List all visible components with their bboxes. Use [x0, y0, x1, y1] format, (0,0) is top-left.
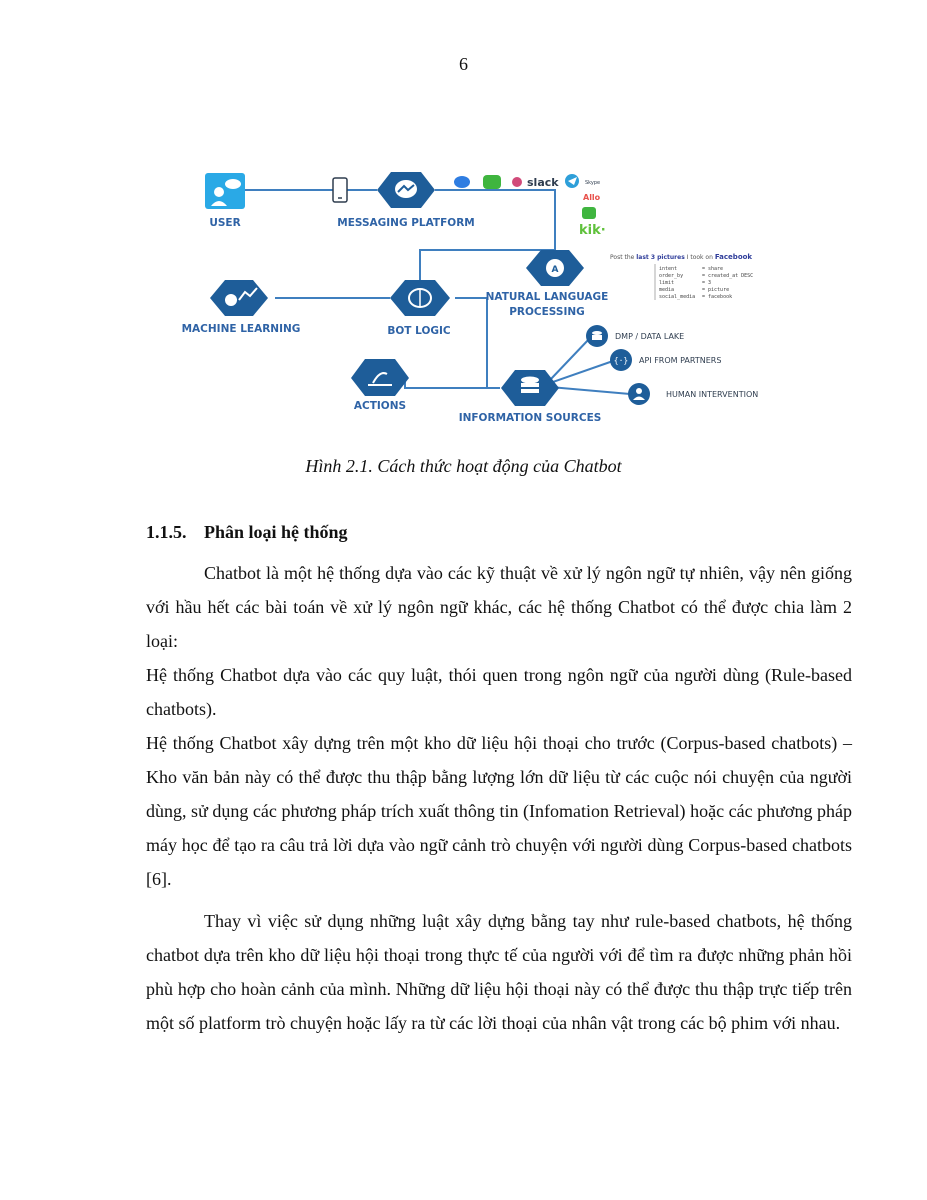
line-logo-icon [582, 207, 596, 219]
nlp-query-params [659, 266, 753, 300]
connector-botlogic-info [455, 298, 500, 388]
human-head-glyph [636, 388, 642, 394]
skype-wordmark: Skype [585, 180, 601, 186]
messenger-logo-icon [454, 176, 470, 188]
connector-info-dmp [550, 338, 590, 380]
bot-logic-label: BOT LOGIC [387, 325, 451, 337]
param-key: intent [659, 266, 678, 272]
platform-logos [454, 174, 606, 238]
dmp-database-glyph [592, 335, 602, 340]
body-text [146, 556, 852, 1040]
connector-info-api [550, 361, 613, 383]
user-box [205, 173, 245, 209]
actions-label: ACTIONS [353, 400, 407, 412]
section-number: 1.1.5. [146, 522, 187, 542]
machine-learning-label: MACHINE LEARNING [181, 323, 301, 335]
slack-wordmark: slack [527, 176, 559, 189]
nlp-label-line1: NATURAL LANGUAGE [485, 291, 609, 303]
source-api [610, 349, 721, 371]
param-key: social_media [659, 294, 696, 300]
language-icon-glyph: A [551, 265, 559, 275]
machine-learning-node [182, 280, 301, 335]
database-icon [521, 377, 539, 384]
param-value: = picture [702, 287, 730, 293]
connector-info-human [550, 387, 630, 394]
api-label: API FROM PARTNERS [639, 356, 722, 365]
wechat-logo-icon [483, 175, 501, 189]
information-sources-label: INFORMATION SOURCES [458, 412, 602, 424]
dmp-database-glyph [592, 331, 602, 335]
user-icon [214, 187, 224, 197]
param-key: limit [659, 280, 675, 286]
nlp-node [486, 250, 609, 318]
paragraph: Hệ thống Chatbot dựa vào các quy luật, thói quen trong ngôn ngữ của người dùng (Rule-based chatbots). [146, 665, 852, 719]
api-braces-glyph: {·} [613, 356, 629, 365]
slack-logo-icon [512, 177, 522, 187]
user-node [205, 173, 245, 229]
nlp-query-sentence: Post the last 3 pictures I took on Facebook [610, 253, 753, 261]
database-icon-layer [521, 383, 539, 387]
messaging-platform-label: MESSAGING PLATFORM [337, 217, 475, 229]
bot-logic-node [387, 280, 451, 337]
section-heading [146, 522, 348, 543]
param-value: = 3 [702, 280, 712, 286]
phone-icon [333, 178, 347, 202]
figure-caption: Hình 2.1. Cách thức hoạt động của Chatbot [305, 456, 622, 476]
human-intervention-label: HUMAN INTERVENTION [666, 390, 759, 399]
brain-gear-icon [225, 294, 237, 306]
paragraph: Chatbot là một hệ thống dựa vào các kỹ thuật về xử lý ngôn ngữ tự nhiên, vậy nên giống với hầu hết các bài toán về xử lý ngôn ngữ khác, các hệ thống Chatbot có thể được chia làm 2 loại: [146, 563, 852, 651]
param-key: order_by [659, 273, 684, 279]
chatbot-architecture-figure [165, 160, 785, 445]
database-icon-layer [521, 389, 539, 393]
nlp-query-example [610, 253, 753, 300]
speech-bubble-icon [225, 179, 241, 189]
page-number: 6 [459, 54, 468, 74]
paragraph: Thay vì việc sử dụng những luật xây dựng bằng tay như rule-based chatbots, hệ thống chatbot dựa trên kho dữ liệu hội thoại trong thực tế của người với để tìm ra được những phản hồi phù hợp cho hoàn cảnh của mình. Những dữ liệu hội thoại này có thể được thu thập trực tiếp trên một số platform trò chuyện hoặc lấy ra từ các lời thoại của nhân vật trong các bộ phim với nhau. [146, 911, 852, 1033]
paragraph: Hệ thống Chatbot xây dựng trên một kho dữ liệu hội thoại cho trước (Corpus-based chatbots) – Kho văn bản này có thể được thu thập bằng lượng lớn dữ liệu từ các cuộc nói chuyện của người dùng, sử dụng các phương pháp trích xuất thông tin (Infomation Retrieval) hoặc các phương pháp máy học để tạo ra câu trả lời dựa vào ngữ cảnh trò chuyện với người dùng Corpus-based chatbots [6]. [146, 733, 852, 889]
source-human [628, 383, 758, 405]
param-value: = facebook [702, 294, 733, 300]
allo-wordmark: Allo [583, 193, 601, 202]
kik-wordmark: kik· [579, 223, 606, 238]
dmp-label: DMP / DATA LAKE [615, 332, 685, 341]
information-sources-node [459, 370, 602, 424]
machine-learning-hexagon [210, 280, 268, 316]
messaging-platform-node [337, 172, 474, 229]
source-dmp [586, 325, 684, 347]
actions-node [351, 359, 409, 412]
user-label: USER [209, 217, 241, 229]
param-value: = created_at DESC [702, 273, 754, 279]
information-sources-hexagon [501, 370, 559, 406]
actions-hexagon [351, 359, 409, 396]
chatbot-architecture-diagram [165, 160, 785, 445]
section-title: Phân loại hệ thống [204, 522, 348, 542]
param-key: media [659, 287, 675, 293]
param-value: = share [702, 266, 724, 272]
nlp-label-line2: PROCESSING [509, 306, 585, 318]
